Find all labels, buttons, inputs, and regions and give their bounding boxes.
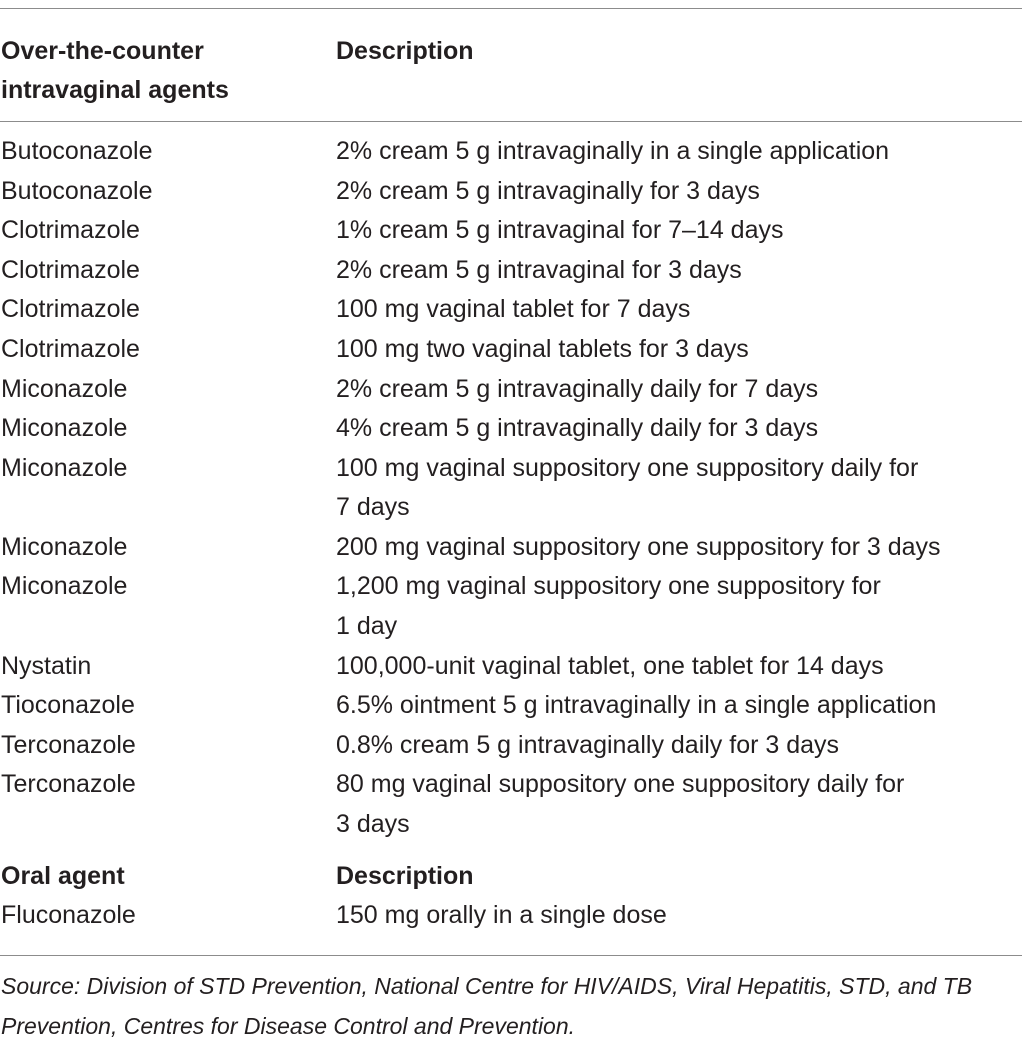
description-cell: 100 mg vaginal suppository one suppository daily for (336, 454, 919, 482)
agent-cell: Terconazole (1, 770, 136, 798)
agent-cell: Clotrimazole (1, 256, 140, 284)
agent-cell: Tioconazole (1, 691, 135, 719)
description-cell: 4% cream 5 g intravaginally daily for 3 days (336, 414, 819, 442)
agent-cell: Terconazole (1, 731, 136, 759)
header-description-oral: Description (336, 862, 474, 890)
header-agent-otc: Over-the-counter intravaginal agents (1, 37, 229, 104)
agent-cell: Miconazole (1, 375, 128, 403)
agent-cell: Fluconazole (1, 901, 136, 929)
description-cell: 80 mg vaginal suppository one suppository daily for (336, 770, 905, 798)
description-cell: 100 mg vaginal tablet for 7 days (336, 295, 691, 323)
table-top-rule (0, 8, 1022, 9)
table-bottom-rule (0, 955, 1022, 956)
agent-cell: Clotrimazole (1, 216, 140, 244)
description-cell: 1% cream 5 g intravaginal for 7–14 days (336, 216, 784, 244)
header-agent-oral: Oral agent (1, 862, 125, 890)
agent-cell: Butoconazole (1, 177, 153, 205)
description-cell: 200 mg vaginal suppository one suppository for 3 days (336, 533, 941, 561)
description-cell: 2% cream 5 g intravaginally in a single application (336, 137, 890, 165)
description-cell-continuation: 1 day (336, 612, 398, 640)
description-cell-continuation: 3 days (336, 810, 410, 838)
description-cell: 100 mg two vaginal tablets for 3 days (336, 335, 749, 363)
description-cell: 6.5% ointment 5 g intravaginally in a single application (336, 691, 937, 719)
agent-cell: Clotrimazole (1, 295, 140, 323)
agent-cell: Miconazole (1, 533, 128, 561)
agent-cell: Clotrimazole (1, 335, 140, 363)
agent-cell: Miconazole (1, 572, 128, 600)
description-cell: 0.8% cream 5 g intravaginally daily for 3 days (336, 731, 840, 759)
source-note: Source: Division of STD Prevention, National Centre for HIV/AIDS, Viral Hepatitis, STD, and TB Prevention, Centres for Disease Control and Prevention. (1, 973, 973, 1039)
agent-cell: Butoconazole (1, 137, 153, 165)
description-cell: 150 mg orally in a single dose (336, 901, 667, 929)
description-cell: 100,000-unit vaginal tablet, one tablet for 14 days (336, 652, 884, 680)
table-header-rule (0, 121, 1022, 122)
description-cell: 2% cream 5 g intravaginal for 3 days (336, 256, 742, 284)
description-cell: 1,200 mg vaginal suppository one suppository for (336, 572, 881, 600)
agent-cell: Miconazole (1, 454, 128, 482)
agent-cell: Nystatin (1, 652, 92, 680)
description-cell-continuation: 7 days (336, 493, 410, 521)
description-cell: 2% cream 5 g intravaginally daily for 7 days (336, 375, 819, 403)
description-cell: 2% cream 5 g intravaginally for 3 days (336, 177, 760, 205)
header-description-otc: Description (336, 37, 474, 65)
agent-cell: Miconazole (1, 414, 128, 442)
